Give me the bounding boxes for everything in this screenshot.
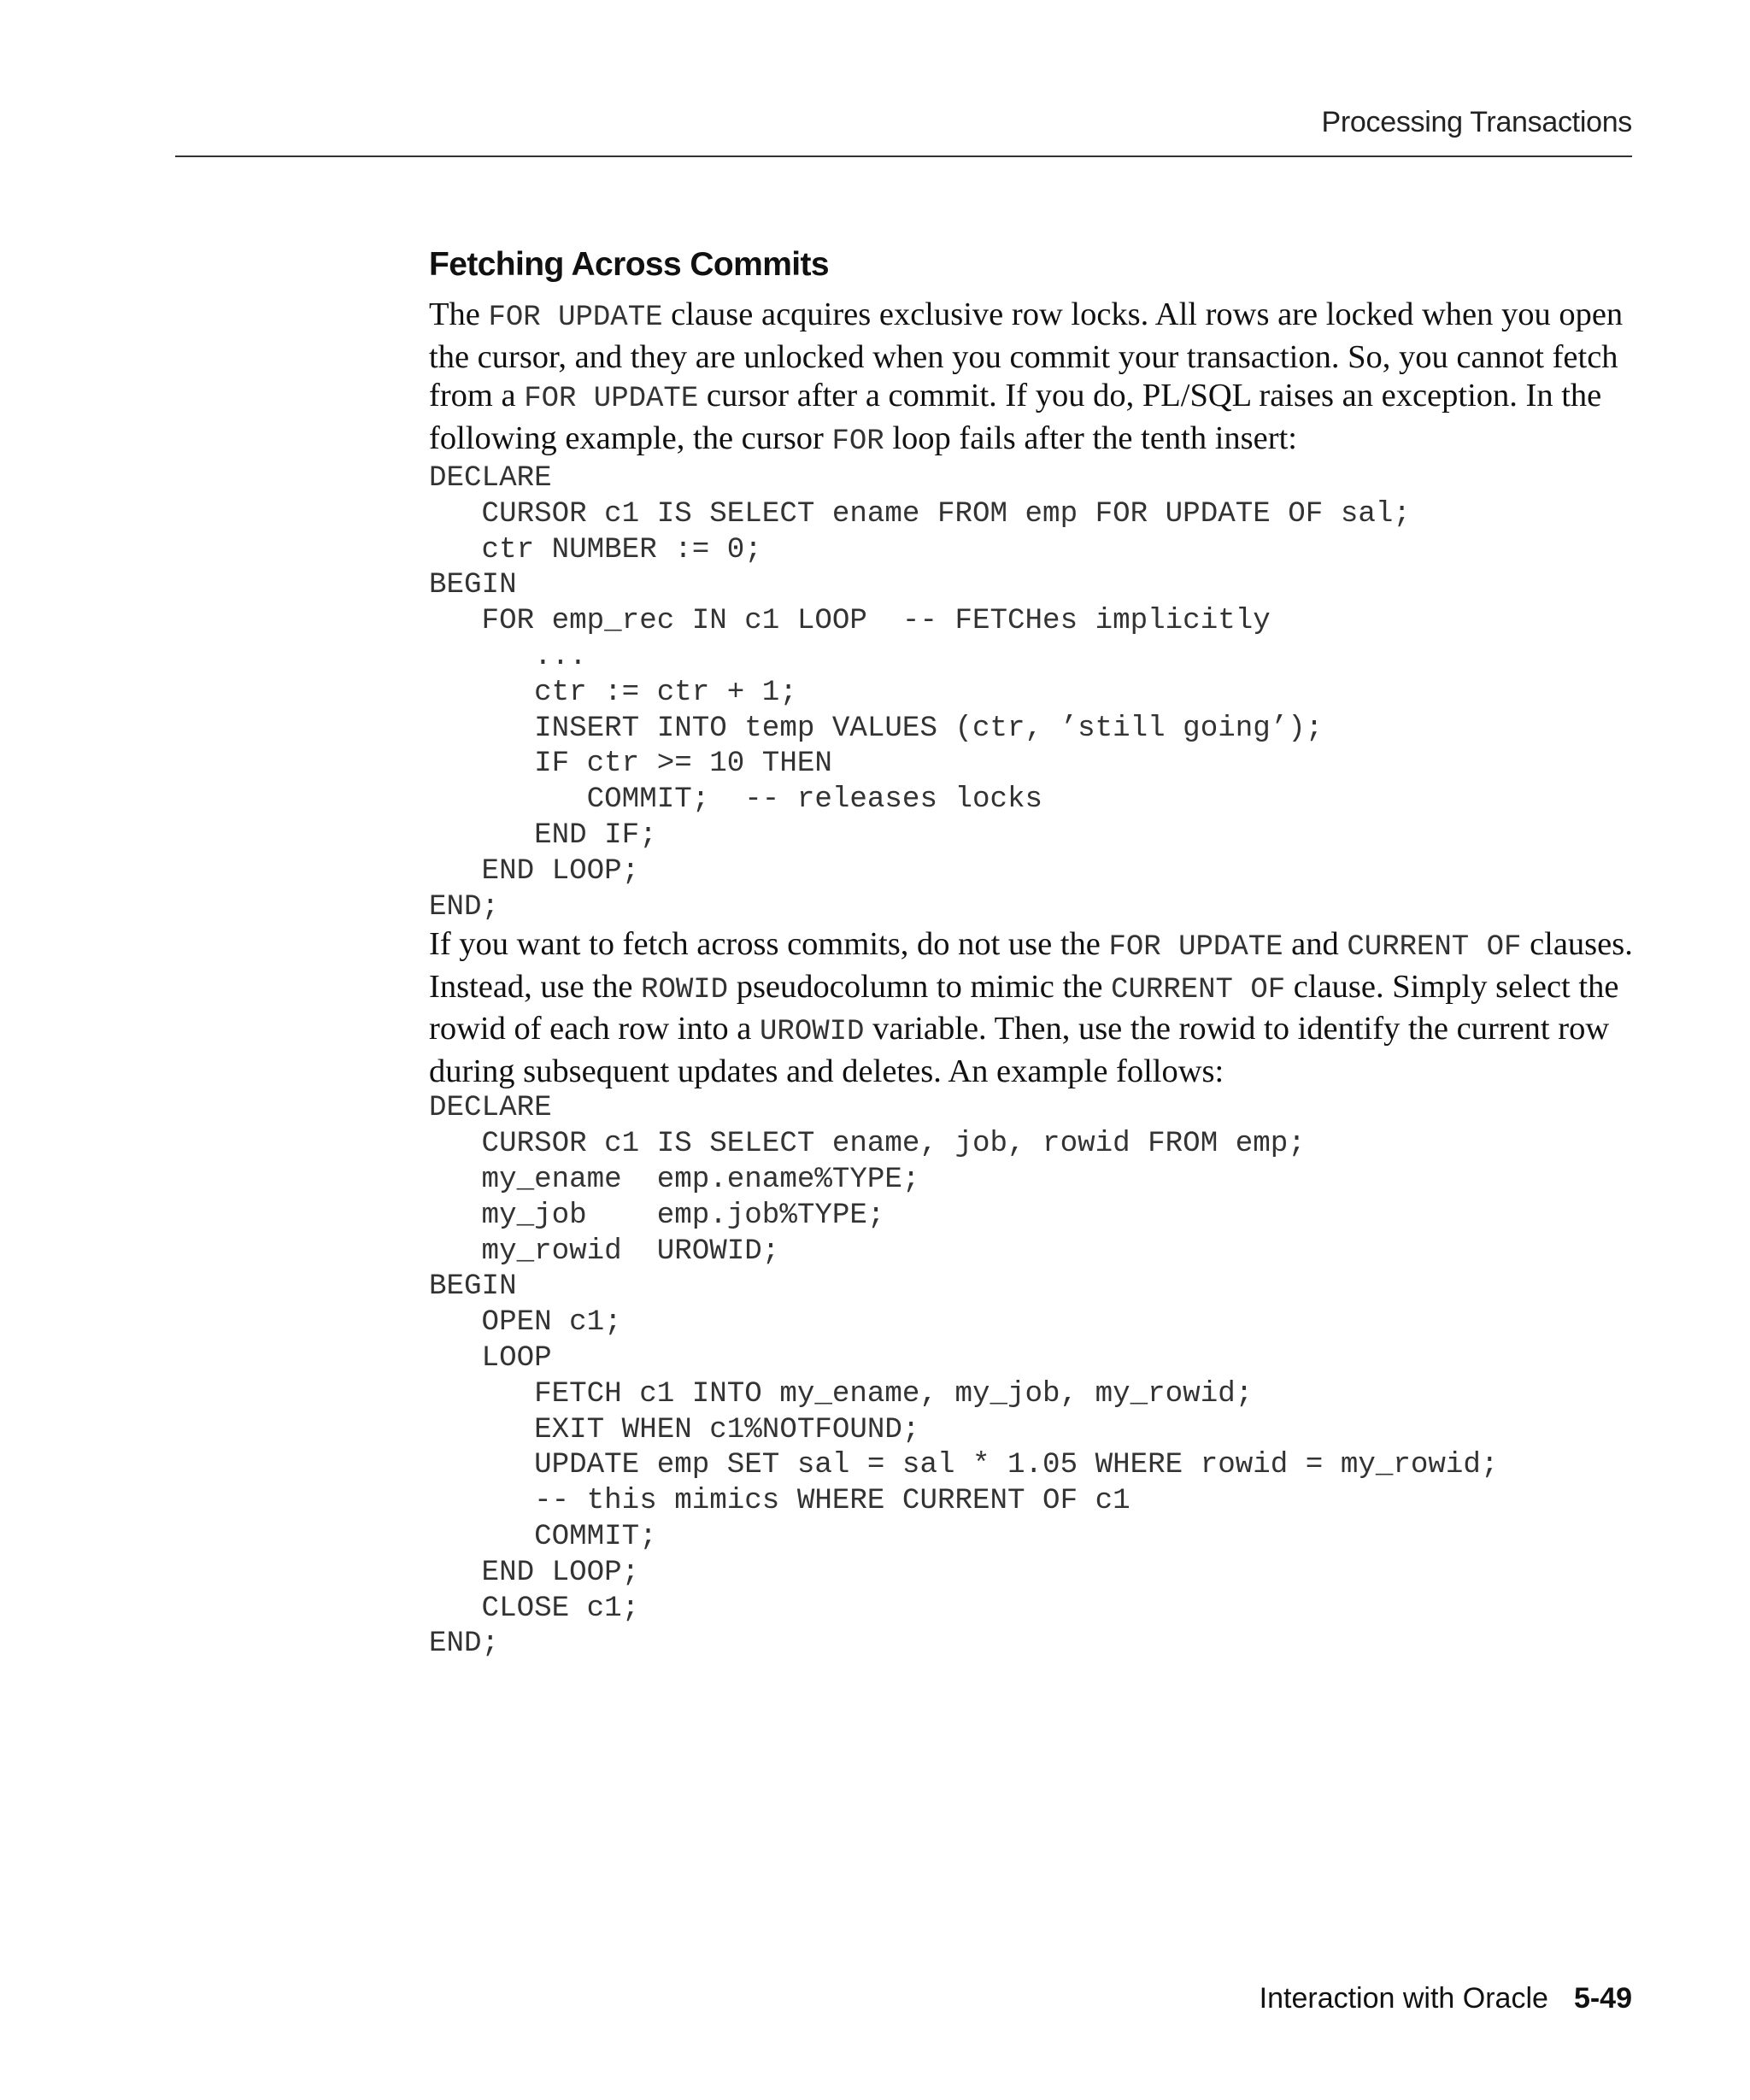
inline-code: UROWID: [760, 1016, 865, 1049]
text-run: The: [429, 296, 489, 332]
page-footer: [1260, 1982, 1632, 2015]
inline-code: FOR UPDATE: [524, 383, 699, 415]
inline-code: ROWID: [641, 973, 729, 1006]
page-content: [429, 246, 1634, 1663]
body-paragraph-2: [429, 925, 1634, 1091]
section-heading: Fetching Across Commits: [429, 246, 830, 283]
inline-code: CURRENT OF: [1347, 931, 1522, 965]
inline-code: FOR UPDATE: [488, 302, 663, 334]
code-example-1: DECLARE CURSOR c1 IS SELECT ename FROM emp FOR UPDATE OF sal; ctr NUMBER := 0; BEGIN FOR emp_rec IN c1 LOOP -- FETCHes implicitly ... ctr := ctr + 1; INSERT INTO temp VALUES (ctr, ’still going’); IF ctr >= 10 THEN COMMIT; -- releases locks END IF; END LOOP; END;: [429, 462, 1411, 924]
text-run: loop fails after the tenth insert:: [884, 419, 1297, 456]
text-run: cursor after a commit. If you do, PL/SQL raises an exception. In the following example, the cursor: [429, 378, 1602, 456]
body-paragraph-1: [429, 296, 1634, 461]
footer-chapter-title: Interaction with Oracle: [1259, 1982, 1548, 2015]
inline-code: CURRENT OF: [1111, 973, 1286, 1006]
text-run: clause. Simply select the rowid of each row into a: [429, 968, 1619, 1047]
text-run: variable. Then, use the rowid to identify the current row during subsequent updates and deletes. An example follows:: [429, 1011, 1610, 1089]
inline-code: FOR UPDATE: [1108, 931, 1283, 965]
text-run: If you want to fetch across commits, do not use the: [429, 926, 1109, 963]
text-run: clause acquires exclusive row locks. All rows are locked when you open the cursor, and they are unlocked when you commit your transaction. So, you cannot fetch from a: [429, 296, 1624, 414]
text-run: clauses. Instead, use the: [429, 926, 1633, 1005]
code-example-2: DECLARE CURSOR c1 IS SELECT ename, job, rowid FROM emp; my_ename emp.ename%TYPE; my_job emp.job%TYPE; my_rowid UROWID; BEGIN OPEN c1; LOOP FETCH c1 INTO my_ename, my_job, my_rowid; EXIT WHEN c1%NOTFOUND; UPDATE emp SET sal = sal * 1.05 WHERE rowid = my_rowid; -- this mimics WHERE CURRENT OF c1 COMMIT; END LOOP; CLOSE c1; END;: [429, 1092, 1499, 1661]
header-rule: [175, 155, 1632, 157]
running-header-title: Processing Transactions: [1321, 106, 1632, 138]
text-run: pseudocolumn to mimic the: [728, 968, 1112, 1005]
page-number: 5-49: [1573, 1982, 1632, 2015]
inline-code: FOR: [831, 425, 884, 458]
text-run: and: [1283, 926, 1348, 963]
